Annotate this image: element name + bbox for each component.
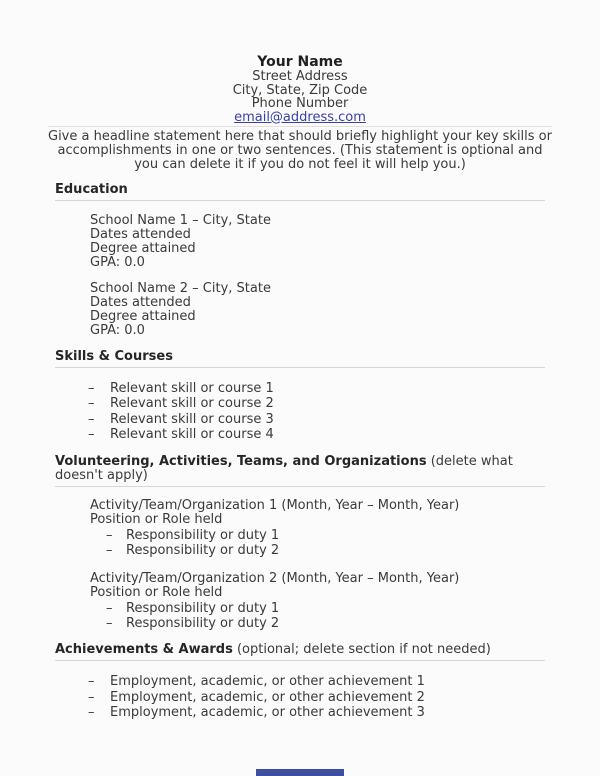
dash-bullet: – — [88, 689, 95, 705]
bullet-text: Employment, academic, or other achievement 3 — [110, 704, 425, 720]
list-item — [106, 601, 600, 616]
dash-bullet: – — [88, 396, 95, 412]
duties-list — [0, 601, 600, 632]
education-entry-2 — [90, 282, 600, 338]
bullet-text: Responsibility or duty 1 — [126, 600, 280, 616]
bullet-text: Relevant skill or course 3 — [110, 411, 274, 427]
dash-bullet: – — [106, 528, 113, 544]
contact-header — [0, 55, 600, 124]
dates-attended: Dates attended — [90, 295, 191, 310]
dash-bullet: – — [106, 600, 113, 616]
organization-name: Activity/Team/Organization 2 (Month, Year – Month, Year) — [90, 570, 460, 586]
education-entry-1 — [90, 214, 600, 270]
dash-bullet: – — [88, 704, 95, 720]
volunteering-entry-2 — [90, 572, 600, 600]
section-title-text: Skills & Courses — [55, 349, 173, 364]
degree-attained: Degree attained — [90, 309, 196, 324]
school-name: School Name 2 – City, State — [90, 281, 271, 296]
gpa: GPA: 0.0 — [90, 255, 145, 270]
school-name: School Name 1 – City, State — [90, 213, 271, 228]
list-item — [88, 674, 600, 689]
list-item — [88, 427, 600, 442]
duties-list — [0, 528, 600, 559]
bullet-text: Responsibility or duty 2 — [126, 616, 280, 632]
bullet-text: Responsibility or duty 1 — [126, 528, 280, 544]
section-title-volunteering — [55, 455, 545, 487]
list-item — [106, 616, 600, 631]
dash-bullet: – — [106, 616, 113, 632]
list-item — [88, 412, 600, 427]
dash-bullet: – — [88, 411, 95, 427]
dash-bullet: – — [88, 674, 95, 690]
section-title-achievements — [55, 643, 545, 661]
section-title-note: (delete what doesn't apply) — [55, 454, 513, 484]
skills-list — [0, 381, 600, 442]
dash-bullet: – — [88, 381, 95, 396]
bullet-text: Relevant skill or course 1 — [110, 381, 274, 396]
section-title-text: Education — [55, 182, 128, 197]
bullet-text: Employment, academic, or other achievement 1 — [110, 674, 425, 690]
city-state-zip: City, State, Zip Code — [232, 82, 368, 98]
dash-bullet: – — [106, 543, 113, 559]
phone-number: Phone Number — [251, 96, 349, 111]
email-row — [0, 111, 600, 125]
position-role: Position or Role held — [90, 512, 223, 528]
achievements-list — [0, 674, 600, 720]
list-item — [88, 705, 600, 720]
section-title-text: Achievements & Awards — [55, 642, 233, 658]
street-address: Street Address — [252, 69, 348, 84]
list-item — [88, 690, 600, 705]
bullet-text: Relevant skill or course 2 — [110, 396, 274, 412]
volunteering-entry-1 — [90, 499, 600, 527]
bullet-text: Responsibility or duty 2 — [126, 543, 280, 559]
position-role: Position or Role held — [90, 584, 223, 600]
section-title-education — [55, 183, 545, 201]
bullet-text: Relevant skill or course 4 — [110, 426, 274, 442]
headline-statement: Give a headline statement here that should briefly highlight your key skills or accomplishments in one or two sentences. (This statement is optional and you can delete it if you do not feel it will help you.) — [48, 126, 552, 172]
list-item — [88, 396, 600, 411]
section-title-note: (optional; delete section if not needed) — [232, 642, 491, 658]
bullet-text: Employment, academic, or other achievement 2 — [110, 689, 425, 705]
dates-attended: Dates attended — [90, 227, 191, 242]
list-item — [106, 528, 600, 543]
bottom-accent-bar — [256, 769, 344, 776]
gpa: GPA: 0.0 — [90, 323, 145, 338]
section-title-text: Volunteering, Activities, Teams, and Organizations — [55, 454, 427, 470]
organization-name: Activity/Team/Organization 1 (Month, Year – Month, Year) — [90, 498, 460, 514]
email-link[interactable]: email@address.com — [234, 109, 366, 125]
degree-attained: Degree attained — [90, 241, 196, 256]
list-item — [106, 543, 600, 558]
person-name: Your Name — [257, 54, 343, 70]
dash-bullet: – — [88, 426, 95, 442]
section-title-skills — [55, 350, 545, 368]
list-item — [88, 381, 600, 396]
